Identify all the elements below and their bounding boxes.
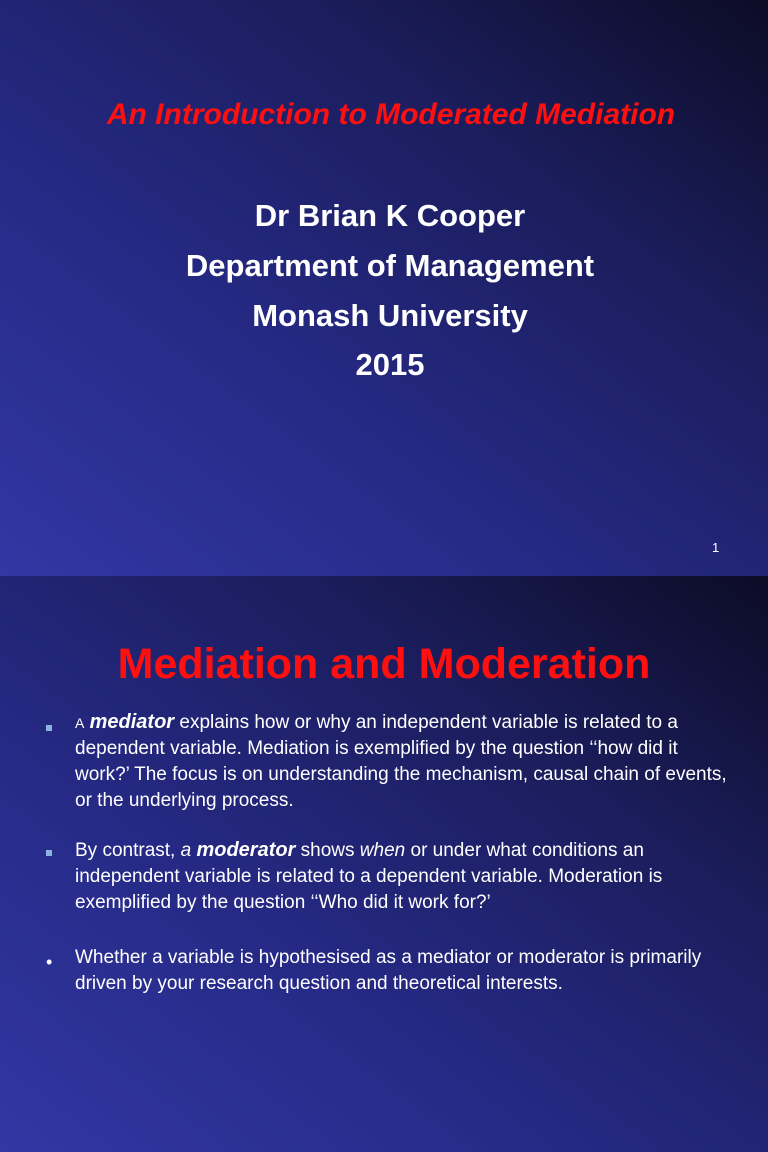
bullet-moderator bbox=[75, 837, 735, 916]
bullet-2-mid: shows bbox=[295, 840, 360, 861]
slide-2 bbox=[0, 576, 768, 1152]
slide-2-title: Mediation and Moderation bbox=[117, 640, 651, 688]
bullet-hypothesis bbox=[75, 945, 735, 997]
bullet-2-text: or under what conditions an independent variable is related to a dependent variable. Moderation is exemplified by the question ‘‘Who did it work for?’ bbox=[75, 840, 663, 913]
bullet-3-text: Whether a variable is hypothesised as a mediator or moderator is primarily driven by your research question and theoretical interests. bbox=[75, 947, 702, 994]
bullet-2-lead: By contrast, bbox=[75, 840, 181, 861]
moderator-term: moderator bbox=[196, 839, 296, 861]
bullet-1-lead: A bbox=[75, 715, 85, 731]
bullet-2-when: when bbox=[359, 840, 406, 861]
mediator-term: mediator bbox=[89, 711, 175, 733]
square-bullet-icon bbox=[46, 843, 52, 861]
year: 2015 bbox=[355, 347, 425, 382]
bullet-mediator bbox=[75, 709, 735, 814]
square-bullet-icon bbox=[46, 718, 52, 736]
bullet-2-article: a bbox=[180, 840, 192, 861]
page-number: 1 bbox=[712, 540, 720, 555]
round-bullet-icon: • bbox=[46, 952, 53, 972]
slide-1-title: An Introduction to Moderated Mediation bbox=[106, 98, 676, 131]
department: Department of Management bbox=[185, 248, 595, 283]
author-name: Dr Brian K Cooper bbox=[254, 198, 526, 233]
university: Monash University bbox=[252, 298, 528, 333]
bullet-1-text: explains how or why an independent variable is related to a dependent variable. Mediation is exemplified by the question ‘‘how did it work?’ The focus is on understanding the mechanism, causal chain of events, or the underlying process. bbox=[75, 712, 727, 811]
